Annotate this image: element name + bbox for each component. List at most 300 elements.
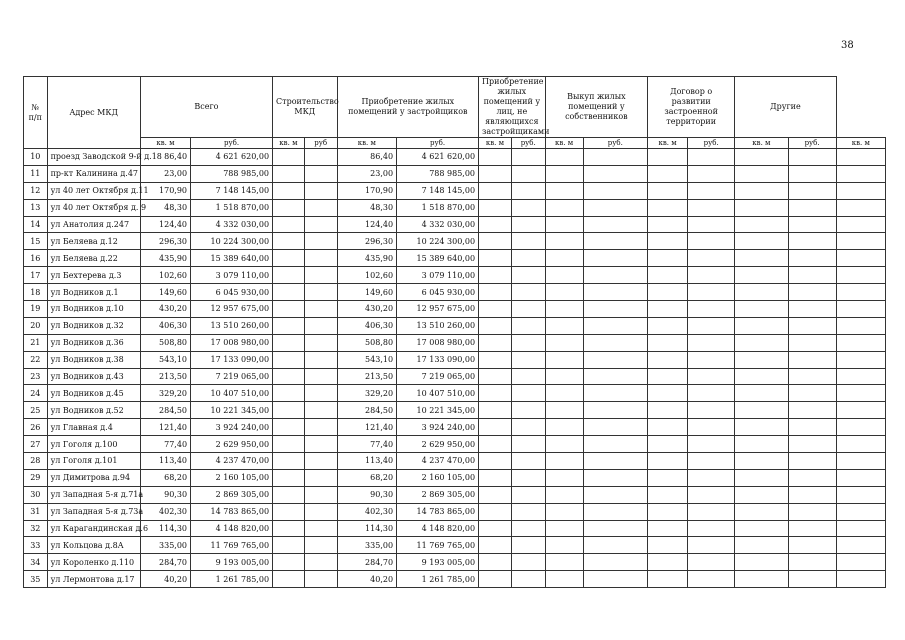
contract-area [648,571,688,588]
non-developer-cost [511,216,545,233]
developer-cost: 4 237 470,00 [397,453,479,470]
header-purchase-developers: Приобретение жилых помещений у застройщиков [337,77,478,138]
total-area: 114,30 [140,520,190,537]
other-cost [788,503,836,520]
buyout-area [545,385,583,402]
other-area [735,469,788,486]
developer-area: 430,20 [337,301,396,318]
total-area: 48,30 [140,199,190,216]
contract-area [648,385,688,402]
row-address: ул Бехтерева д.3 [47,267,140,284]
row-number: 13 [24,199,48,216]
non-developer-area [479,199,512,216]
total-cost: 2 160 105,00 [191,469,273,486]
contract-cost [688,419,735,436]
developer-cost: 1 261 785,00 [397,571,479,588]
total-cost: 9 193 005,00 [191,554,273,571]
developer-cost: 9 193 005,00 [397,554,479,571]
buyout-cost [583,199,648,216]
buyout-area [545,317,583,334]
developer-area: 23,00 [337,165,396,182]
non-developer-area [479,284,512,301]
buyout-area [545,571,583,588]
developer-cost: 7 148 145,00 [397,182,479,199]
developer-cost: 4 332 030,00 [397,216,479,233]
developer-cost: 2 629 950,00 [397,436,479,453]
table-row [24,165,886,182]
total-area: 406,30 [140,317,190,334]
buyout-cost [583,520,648,537]
buyout-area [545,267,583,284]
developer-cost: 12 957 675,00 [397,301,479,318]
non-developer-area [479,402,512,419]
non-developer-cost [511,453,545,470]
row-address: ул Гоголя д.101 [47,453,140,470]
non-developer-area [479,165,512,182]
table-row [24,351,886,368]
table-row [24,267,886,284]
row-number: 10 [24,149,48,166]
construction-area [273,520,305,537]
contract-area [648,149,688,166]
buyout-cost [583,554,648,571]
other-cost [788,554,836,571]
contract-cost [688,368,735,385]
row-address: ул Западная 5-я д.73а [47,503,140,520]
contract-cost [688,520,735,537]
buyout-cost [583,469,648,486]
non-developer-cost [511,436,545,453]
other-area [735,385,788,402]
contract-cost [688,554,735,571]
table-row [24,216,886,233]
construction-cost [304,537,337,554]
buyout-cost [583,402,648,419]
non-developer-cost [511,301,545,318]
other-cost [788,402,836,419]
total-area: 90,30 [140,486,190,503]
contract-area [648,503,688,520]
non-developer-area [479,368,512,385]
row-number: 25 [24,402,48,419]
total-cost: 1 261 785,00 [191,571,273,588]
contract-area [648,554,688,571]
row-address: ул Водников д.52 [47,402,140,419]
non-developer-area [479,486,512,503]
table-row [24,368,886,385]
contract-area [648,436,688,453]
contract-area [648,351,688,368]
construction-cost [304,317,337,334]
contract-area [648,453,688,470]
non-developer-cost [511,334,545,351]
other-cost [788,149,836,166]
developer-area: 543,10 [337,351,396,368]
construction-cost [304,368,337,385]
total-area: 40,20 [140,571,190,588]
other-area [735,267,788,284]
developer-cost: 3 924 240,00 [397,419,479,436]
total-area: 284,70 [140,554,190,571]
table-row [24,199,886,216]
row-number: 31 [24,503,48,520]
developer-area: 77,40 [337,436,396,453]
row-number: 32 [24,520,48,537]
buyout-area [545,250,583,267]
other-cost [788,334,836,351]
developer-cost: 10 407 510,00 [397,385,479,402]
contract-cost [688,250,735,267]
table-row [24,419,886,436]
unit-rub: руб. [788,138,836,149]
row-address: ул 40 лет Октября д.11 [47,182,140,199]
row-address: ул Гоголя д.100 [47,436,140,453]
buyout-cost [583,571,648,588]
non-developer-area [479,149,512,166]
buyout-area [545,419,583,436]
table-row [24,520,886,537]
non-developer-cost [511,503,545,520]
non-developer-cost [511,402,545,419]
contract-cost [688,453,735,470]
construction-cost [304,334,337,351]
header-other: Другие [735,77,836,138]
row-address: ул Водников д.38 [47,351,140,368]
contract-cost [688,233,735,250]
non-developer-area [479,182,512,199]
buyout-cost [583,385,648,402]
buyout-cost [583,165,648,182]
other-area [735,301,788,318]
row-address: ул Главная д.4 [47,419,140,436]
construction-area [273,554,305,571]
buyout-area [545,149,583,166]
construction-cost [304,182,337,199]
other-cost [788,233,836,250]
other-extra [836,385,885,402]
construction-cost [304,250,337,267]
construction-area [273,165,305,182]
non-developer-cost [511,182,545,199]
buyout-area [545,453,583,470]
buyout-cost [583,453,648,470]
table-row [24,486,886,503]
developer-area: 508,80 [337,334,396,351]
total-cost: 13 510 260,00 [191,317,273,334]
row-address: ул Карагандинская д.6 [47,520,140,537]
developer-area: 284,70 [337,554,396,571]
construction-cost [304,419,337,436]
other-cost [788,267,836,284]
total-cost: 11 769 765,00 [191,537,273,554]
unit-sqm: кв. м [648,138,688,149]
buyout-area [545,537,583,554]
developer-cost: 14 783 865,00 [397,503,479,520]
buyout-cost [583,233,648,250]
header-address: Адрес МКД [47,77,140,149]
total-area: 23,00 [140,165,190,182]
buyout-cost [583,216,648,233]
total-area: 102,60 [140,267,190,284]
construction-area [273,453,305,470]
contract-area [648,419,688,436]
contract-cost [688,301,735,318]
contract-cost [688,216,735,233]
construction-area [273,537,305,554]
construction-area [273,233,305,250]
row-number: 34 [24,554,48,571]
contract-area [648,301,688,318]
row-number: 15 [24,233,48,250]
buyout-area [545,334,583,351]
other-area [735,317,788,334]
construction-area [273,486,305,503]
non-developer-area [479,520,512,537]
contract-cost [688,436,735,453]
construction-cost [304,301,337,318]
unit-sqm: кв. м [140,138,190,149]
other-cost [788,250,836,267]
developer-area: 402,30 [337,503,396,520]
contract-area [648,165,688,182]
total-cost: 4 148 820,00 [191,520,273,537]
developer-area: 170,90 [337,182,396,199]
buyout-area [545,469,583,486]
other-area [735,554,788,571]
non-developer-cost [511,165,545,182]
construction-area [273,419,305,436]
total-cost: 6 045 930,00 [191,284,273,301]
construction-area [273,250,305,267]
total-cost: 4 621 620,00 [191,149,273,166]
row-number: 12 [24,182,48,199]
buyout-area [545,199,583,216]
non-developer-cost [511,351,545,368]
contract-cost [688,402,735,419]
other-cost [788,469,836,486]
buyout-cost [583,250,648,267]
total-area: 86,40 [140,149,190,166]
developer-cost: 17 133 090,00 [397,351,479,368]
other-extra [836,368,885,385]
non-developer-cost [511,537,545,554]
non-developer-area [479,301,512,318]
row-number: 14 [24,216,48,233]
non-developer-cost [511,284,545,301]
contract-cost [688,571,735,588]
other-extra [836,537,885,554]
unit-sqm: кв. м [337,138,396,149]
total-cost: 12 957 675,00 [191,301,273,318]
other-area [735,284,788,301]
row-number: 29 [24,469,48,486]
total-cost: 7 148 145,00 [191,182,273,199]
row-address: ул Водников д.10 [47,301,140,318]
other-cost [788,486,836,503]
construction-cost [304,267,337,284]
developer-cost: 2 869 305,00 [397,486,479,503]
row-address: ул Анатолия д.247 [47,216,140,233]
other-area [735,182,788,199]
construction-cost [304,453,337,470]
developer-area: 296,30 [337,233,396,250]
other-area [735,402,788,419]
row-number: 28 [24,453,48,470]
non-developer-area [479,216,512,233]
buyout-cost [583,351,648,368]
other-extra [836,267,885,284]
housing-table [23,76,886,588]
other-area [735,571,788,588]
total-area: 329,20 [140,385,190,402]
developer-area: 149,60 [337,284,396,301]
total-area: 296,30 [140,233,190,250]
row-address: ул Водников д.1 [47,284,140,301]
other-cost [788,216,836,233]
other-area [735,368,788,385]
other-area [735,149,788,166]
header-n: № п/п [24,77,48,149]
contract-area [648,368,688,385]
contract-area [648,199,688,216]
other-area [735,453,788,470]
non-developer-cost [511,149,545,166]
other-cost [788,199,836,216]
total-cost: 10 224 300,00 [191,233,273,250]
buyout-area [545,368,583,385]
construction-cost [304,520,337,537]
construction-area [273,301,305,318]
construction-area [273,469,305,486]
buyout-cost [583,334,648,351]
construction-area [273,199,305,216]
table-row [24,537,886,554]
contract-cost [688,334,735,351]
table-row [24,250,886,267]
header-buyout-owners: Выкуп жилых помещений у собственников [545,77,647,138]
table-row [24,503,886,520]
row-address: ул 40 лет Октября д. 9 [47,199,140,216]
construction-area [273,436,305,453]
total-cost: 14 783 865,00 [191,503,273,520]
total-area: 113,40 [140,453,190,470]
buyout-area [545,165,583,182]
developer-area: 335,00 [337,537,396,554]
table-row [24,453,886,470]
non-developer-cost [511,317,545,334]
construction-area [273,351,305,368]
contract-cost [688,486,735,503]
construction-area [273,149,305,166]
developer-area: 124,40 [337,216,396,233]
row-address: ул Лермонтова д.17 [47,571,140,588]
developer-cost: 15 389 640,00 [397,250,479,267]
developer-area: 113,40 [337,453,396,470]
total-area: 124,40 [140,216,190,233]
other-area [735,503,788,520]
contract-area [648,402,688,419]
non-developer-area [479,469,512,486]
buyout-cost [583,419,648,436]
buyout-area [545,301,583,318]
total-area: 508,80 [140,334,190,351]
table-row [24,233,886,250]
developer-area: 284,50 [337,402,396,419]
row-number: 22 [24,351,48,368]
construction-cost [304,233,337,250]
contract-area [648,520,688,537]
other-extra [836,334,885,351]
contract-area [648,537,688,554]
total-cost: 4 237 470,00 [191,453,273,470]
buyout-cost [583,149,648,166]
contract-area [648,334,688,351]
construction-cost [304,571,337,588]
developer-cost: 788 985,00 [397,165,479,182]
construction-area [273,182,305,199]
non-developer-cost [511,199,545,216]
other-extra [836,149,885,166]
developer-cost: 7 219 065,00 [397,368,479,385]
unit-sqm: кв. м [735,138,788,149]
non-developer-cost [511,571,545,588]
other-cost [788,317,836,334]
non-developer-cost [511,419,545,436]
row-address: ул Кольцова д.8А [47,537,140,554]
other-extra [836,419,885,436]
total-cost: 10 221 345,00 [191,402,273,419]
developer-cost: 10 224 300,00 [397,233,479,250]
row-number: 19 [24,301,48,318]
other-extra [836,469,885,486]
non-developer-area [479,267,512,284]
unit-rub: руб. [191,138,273,149]
construction-cost [304,503,337,520]
non-developer-cost [511,267,545,284]
other-cost [788,284,836,301]
table-row [24,571,886,588]
buyout-cost [583,267,648,284]
row-number: 11 [24,165,48,182]
non-developer-area [479,250,512,267]
buyout-area [545,503,583,520]
developer-area: 68,20 [337,469,396,486]
row-address: ул Водников д.32 [47,317,140,334]
other-area [735,436,788,453]
developer-area: 329,20 [337,385,396,402]
buyout-cost [583,368,648,385]
non-developer-area [479,503,512,520]
row-address: ул Беляева д.22 [47,250,140,267]
non-developer-area [479,385,512,402]
contract-area [648,284,688,301]
other-area [735,216,788,233]
buyout-area [545,436,583,453]
non-developer-cost [511,385,545,402]
buyout-area [545,402,583,419]
buyout-area [545,284,583,301]
contract-area [648,233,688,250]
contract-area [648,317,688,334]
developer-area: 121,40 [337,419,396,436]
other-extra [836,216,885,233]
developer-area: 435,90 [337,250,396,267]
unit-sqm: кв. м [836,138,885,149]
contract-area [648,267,688,284]
table-row [24,284,886,301]
developer-cost: 6 045 930,00 [397,284,479,301]
table-row [24,301,886,318]
